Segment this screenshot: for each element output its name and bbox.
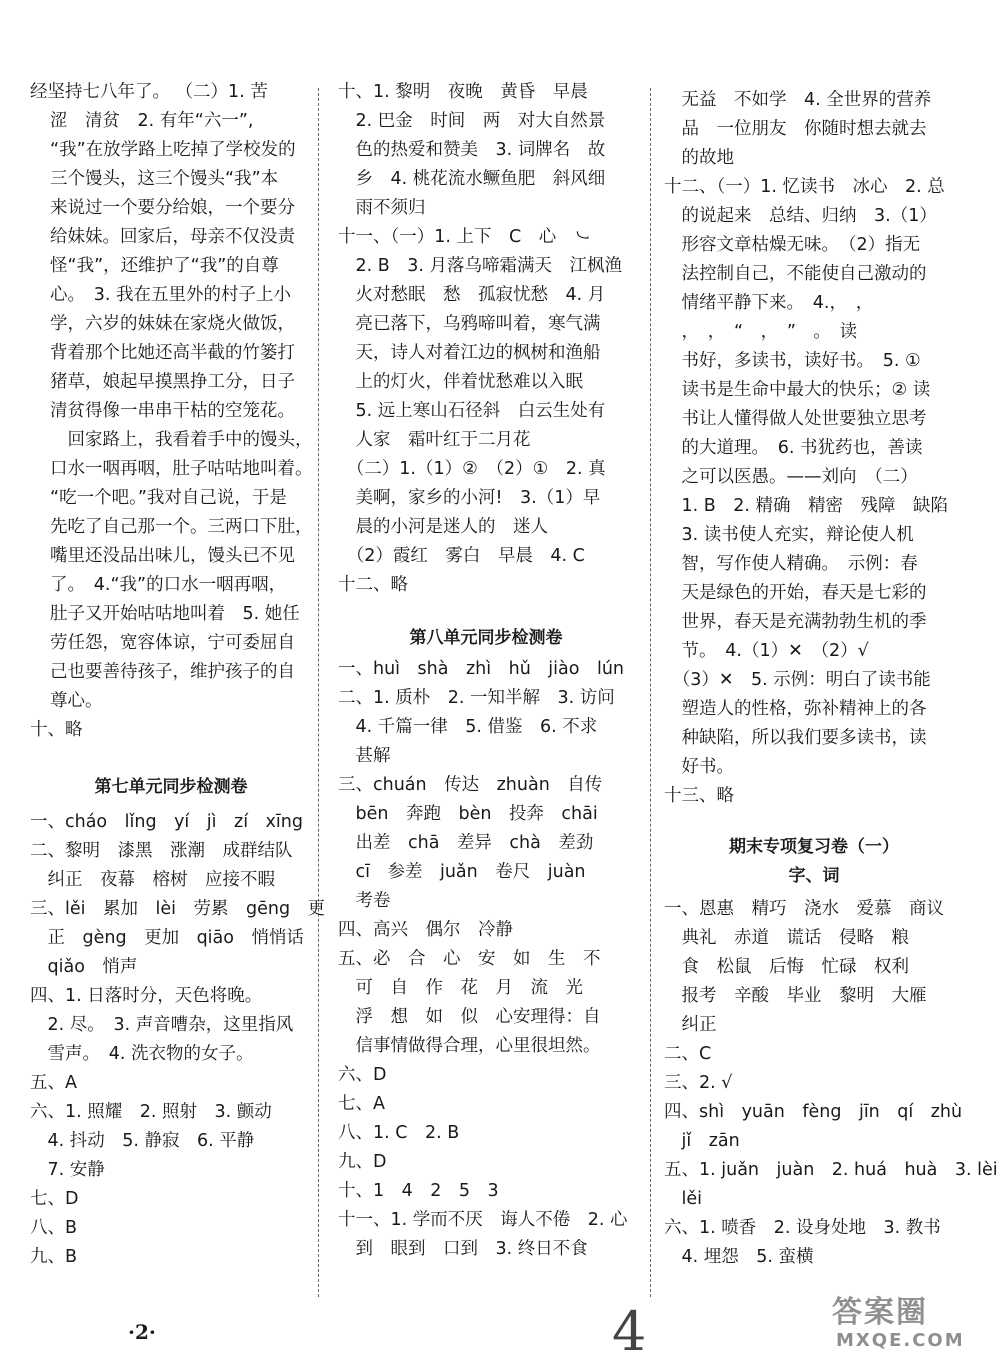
answer-block-unit8-tail: [664, 86, 964, 811]
text-line: 智，写作使人精确。 示例：春: [664, 554, 918, 574]
text-line: 劳任怨，宽容体谅，宁可委屈自: [50, 633, 295, 653]
text-line: 美啊，家乡的小河! 3.（1）早: [338, 488, 601, 508]
text-line: 4. 千篇一律 5. 借鉴 6. 不求: [338, 717, 598, 737]
text-line: （3）✕ 5. 示例：明白了读书能: [664, 670, 931, 690]
text-line: 5. 远上寒山石径斜 白云生处有: [338, 401, 606, 421]
column-left: [30, 78, 326, 1272]
text-line: 二、黎明 漆黑 涨潮 成群结队: [30, 841, 293, 861]
text-line: 五、1. juǎn juàn 2. huá huà 3. lèi: [664, 1160, 998, 1180]
text-line: 法控制自己，不能使自己激动的: [664, 264, 927, 284]
text-line: 十二、略: [338, 575, 408, 595]
text-line: 浮 想 如 似 心安理得：自: [338, 1007, 601, 1027]
text-line: 来说过一个要分给娘，一个要分: [50, 198, 295, 218]
text-line: 之可以医愚。——刘向 （二）: [664, 467, 918, 487]
watermark-url: MXQE.COM: [836, 1330, 965, 1351]
text-line: 清贫得像一串串干枯的空笼花。: [50, 401, 295, 421]
text-line: 三、2. √: [664, 1073, 733, 1093]
text-line: 3. 读书使人充实，辩论使人机: [664, 525, 914, 545]
text-line: 品 一位朋友 你随时想去就去: [664, 119, 927, 139]
text-line: 纠正: [664, 1015, 717, 1035]
text-line: 晨的小河是迷人的 迷人: [338, 517, 548, 537]
text-line: 好书。: [664, 757, 734, 777]
text-line: 十一、1. 学而不厌 诲人不倦 2. 心: [338, 1210, 628, 1230]
text-line: bēn 奔跑 bèn 投奔 chāi: [338, 804, 598, 824]
text-line: 上的灯火，伴着忧愁难以入眠: [338, 372, 583, 392]
text-line: ， ， “ ， ” 。 读: [664, 322, 858, 342]
text-line: qiǎo 悄声: [30, 957, 138, 977]
column-middle: [338, 78, 634, 1264]
text-line: 三、lěi 累加 lèi 劳累 gēng 更: [30, 899, 326, 919]
text-line: 亮已落下，乌鸦啼叫着，寒气满: [338, 314, 601, 334]
text-line: 经坚持七八年了。 （二）1. 苦: [30, 82, 268, 102]
text-line: 一、cháo lǐng yí jì zí xīng: [30, 812, 303, 832]
text-line: 天，诗人对着江边的枫树和渔船: [338, 343, 601, 363]
text-line: 十、1 4 2 5 3: [338, 1181, 499, 1201]
watermark-logo: [832, 1296, 992, 1358]
answer-block-unit7-tail: [338, 78, 634, 600]
text-line: 2. 巴金 时间 两 对大自然景: [338, 111, 606, 131]
text-line: 形容文章枯燥无味。 （2）指无: [664, 235, 921, 255]
text-line: 4. 埋怨 5. 蛮横: [664, 1247, 814, 1267]
answer-block-unit7: [30, 808, 326, 1272]
text-line: 十三、略: [664, 786, 734, 806]
text-line: 的故地: [664, 148, 734, 168]
text-line: 回家路上，我看着手中的馒头，: [50, 430, 313, 450]
text-line: 十、略: [30, 720, 83, 740]
text-line: 4. 抖动 5. 静寂 6. 平静: [30, 1131, 255, 1151]
text-line: 先吃了自己那一个。三两口下肚，: [50, 517, 313, 537]
text-line: 书好，多读书，读好书。 5. ①: [664, 351, 921, 371]
text-line: 无益 不如学 4. 全世界的营养: [664, 90, 932, 110]
answer-block-unit8: [338, 655, 634, 1264]
text-line: 五、必 合 心 安 如 生 不: [338, 949, 601, 969]
text-line: 己也要善待孩子，维护孩子的自: [50, 662, 295, 682]
text-line: 六、1. 喷香 2. 设身处地 3. 教书: [664, 1218, 941, 1238]
text-line: 三、chuán 传达 zhuàn 自传: [338, 775, 603, 795]
text-line: 四、1. 日落时分，天色将晚。: [30, 986, 263, 1006]
text-line: 情绪平静下来。 4.， ，: [664, 293, 874, 313]
text-line: 九、D: [338, 1152, 387, 1172]
text-line: 1. B 2. 精确 精密 残障 缺陷: [664, 496, 949, 516]
text-line: 种缺陷，所以我们要多读书，读: [664, 728, 927, 748]
handwritten-mark: 4: [612, 1300, 647, 1363]
text-line: 学，六岁的妹妹在家烧火做饭，: [50, 314, 295, 334]
text-line: 一、huì shà zhì hǔ jiào lún: [338, 659, 624, 679]
text-line: 三个馒头，这三个馒头“我”本: [50, 169, 279, 189]
text-line: 六、D: [338, 1065, 387, 1085]
text-line: 八、B: [30, 1218, 78, 1238]
text-line: 一、恩惠 精巧 浇水 爱慕 商议: [664, 899, 944, 919]
text-line: 世界，春天是充满勃勃生机的季: [664, 612, 927, 632]
text-line: （2）霞红 雾白 早晨 4. C: [338, 546, 585, 566]
column-divider-left: [318, 88, 319, 1297]
text-line: 四、高兴 偶尔 冷静: [338, 920, 513, 940]
text-line: “吃一个吧。”我对自己说，于是: [50, 488, 287, 508]
text-line: 涩 清贫 2. 有年“六一”,: [50, 111, 254, 131]
text-line: 口水一咽再咽，肚子咕咕地叫着。: [50, 459, 313, 479]
text-line: 六、1. 照耀 2. 照射 3. 颤动: [30, 1102, 272, 1122]
text-line: 考卷: [338, 891, 391, 911]
text-line: 猪草，娘起早摸黑挣工分，日子: [50, 372, 295, 392]
text-line: 火对愁眠 愁 孤寂忧愁 4. 月: [338, 285, 606, 305]
text-line: 塑造人的性格，弥补精神上的各: [664, 699, 927, 719]
text-line: 甚解: [338, 746, 391, 766]
text-line: 十一、（一）1. 上下 C 心 ㇃: [338, 227, 592, 247]
text-line: 怪“我”，还维护了“我”的自尊: [50, 256, 279, 276]
text-line: 给妹妹。回家后，母亲不仅没责: [50, 227, 295, 247]
text-line: 可 自 作 花 月 流 光: [338, 978, 583, 998]
text-line: 节。 4.（1）✕ （2）√: [664, 641, 869, 661]
text-line: 天是绿色的开始，春天是七彩的: [664, 583, 927, 603]
text-line: 雨不须归: [338, 198, 426, 218]
text-line: 心。 3. 我在五里外的村子上小: [50, 285, 292, 305]
text-line: cī 参差 juǎn 卷尺 juàn: [338, 862, 586, 882]
text-line: 二、C: [664, 1044, 712, 1064]
watermark-text: 答案圈: [832, 1295, 928, 1330]
text-line: 2. B 3. 月落乌啼霜满天 江枫渔: [338, 256, 623, 276]
text-line: “我”在放学路上吃掉了学校发的: [50, 140, 296, 160]
page-number: ·2·: [128, 1320, 156, 1344]
text-line: 五、A: [30, 1073, 77, 1093]
column-divider-right: [650, 88, 651, 1297]
answer-block-final-review: [664, 895, 998, 1272]
text-line: 纠正 夜幕 榕树 应接不暇: [30, 870, 275, 890]
section-heading-final-review: 期末专项复习卷（一）: [729, 837, 899, 857]
text-line: 背着那个比她还高半截的竹篓打: [50, 343, 295, 363]
text-line: 的说起来 总结、归纳 3.（1）: [664, 206, 937, 226]
text-line: lěi: [664, 1189, 702, 1209]
text-line: 7. 安静: [30, 1160, 105, 1180]
text-line: 出差 chā 差异 chà 差劲: [338, 833, 594, 853]
text-line: 九、B: [30, 1247, 78, 1267]
text-line: 四、shì yuān fèng jīn qí zhù: [664, 1102, 963, 1122]
section-heading-unit7: 第七单元同步检测卷: [94, 777, 248, 797]
text-line: 典礼 赤道 谎话 侵略 粮: [664, 928, 909, 948]
text-line: 八、1. C 2. B: [338, 1123, 460, 1143]
text-line: 报考 辛酸 毕业 黎明 大雁: [664, 986, 927, 1006]
section-subheading: 字、词: [788, 866, 840, 886]
text-line: 乡 4. 桃花流水鳜鱼肥 斜风细: [338, 169, 606, 189]
text-line: 书让人懂得做人处世要独立思考: [664, 409, 927, 429]
text-line: 色的热爱和赞美 3. 词牌名 故: [338, 140, 606, 160]
text-line: 嘴里还没品出味儿，馒头已不见: [50, 546, 295, 566]
text-line: 读书是生命中最大的快乐；② 读: [664, 380, 931, 400]
text-line: 2. 尽。 3. 声音嘈杂，这里指风: [30, 1015, 294, 1035]
text-line: 了。 4.“我”的口水一咽再咽，: [50, 575, 287, 595]
section-heading-unit8: 第八单元同步检测卷: [409, 628, 563, 648]
text-line: 食 松鼠 后悔 忙碌 权利: [664, 957, 909, 977]
text-line: 二、1. 质朴 2. 一知半解 3. 访问: [338, 688, 615, 708]
text-line: 正 gèng 更加 qiāo 悄悄话: [30, 928, 304, 948]
text-line: 七、A: [338, 1094, 385, 1114]
text-line: 到 眼到 口到 3. 终日不食: [338, 1239, 588, 1259]
text-line: （二）1.（1）② （2）① 2. 真: [338, 459, 606, 479]
text-line: 信事情做得合理，心里很坦然。: [338, 1036, 601, 1056]
text-line: 十、1. 黎明 夜晚 黄昏 早晨: [338, 82, 588, 102]
text-line: 十二、（一）1. 忆读书 冰心 2. 总: [664, 177, 945, 197]
text-line: 尊心。: [50, 691, 103, 711]
column-right: [664, 86, 998, 1272]
text-line: 肚子又开始咕咕地叫着 5. 她任: [50, 604, 300, 624]
text-line: 七、D: [30, 1189, 79, 1209]
text-line: jǐ zān: [664, 1131, 740, 1151]
text-line: 人家 霜叶红于二月花: [338, 430, 531, 450]
answer-block-unit6-tail: [30, 78, 312, 745]
text-line: 的大道理。 6. 书犹药也，善读: [664, 438, 923, 458]
text-line: 雪声。 4. 洗衣物的女子。: [30, 1044, 254, 1064]
